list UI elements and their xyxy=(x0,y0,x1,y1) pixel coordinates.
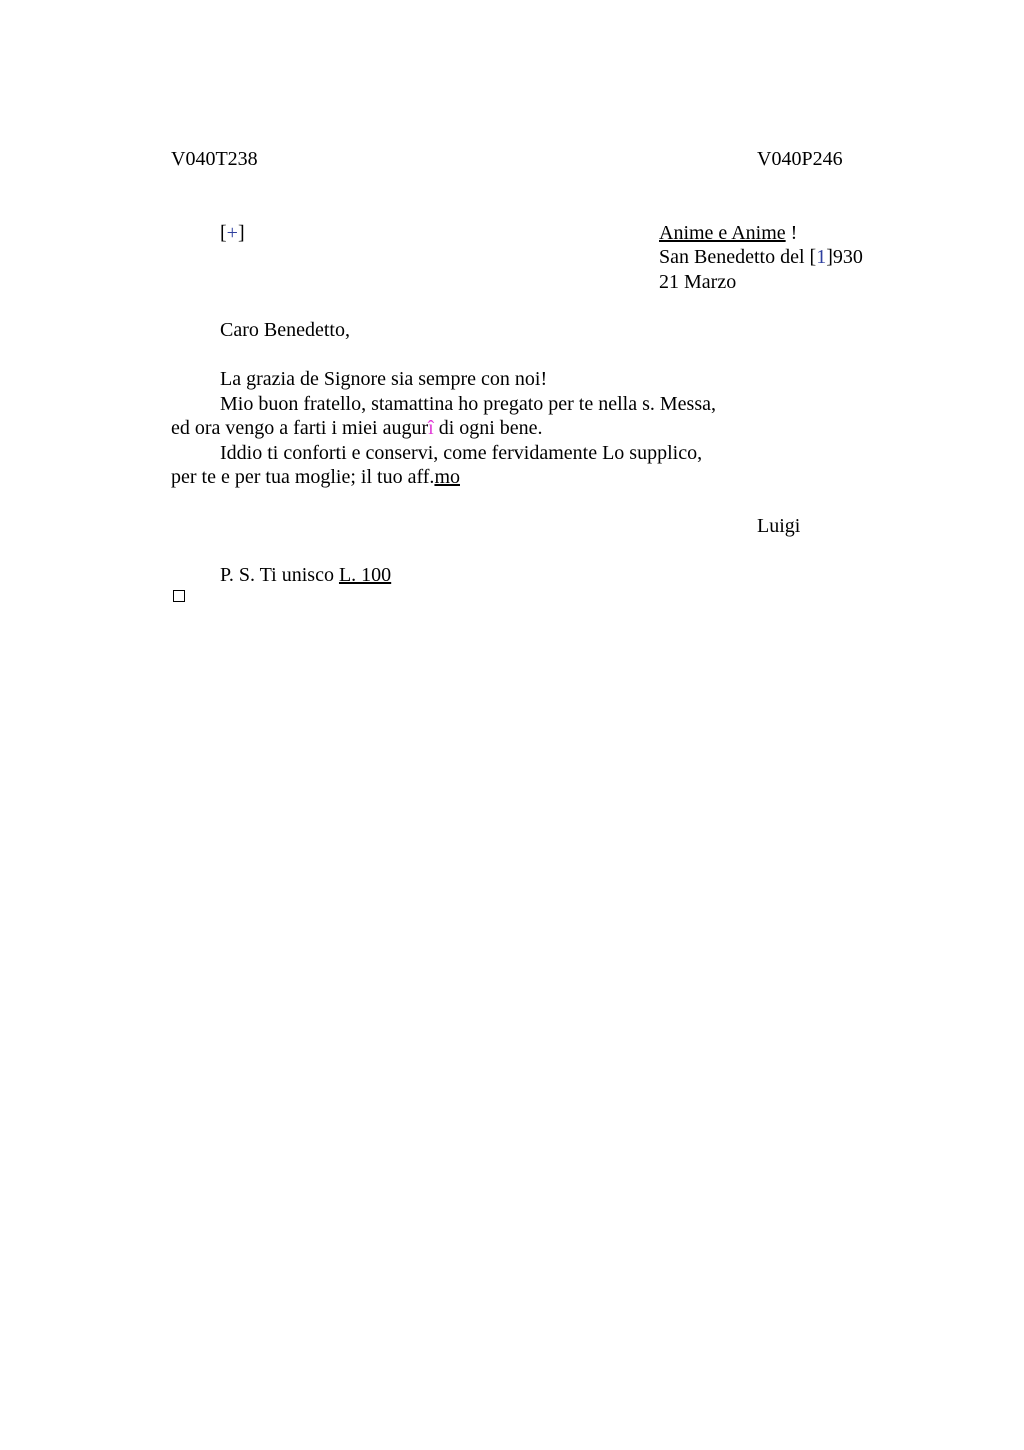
motto-exclamation: ! xyxy=(785,222,798,244)
bracket-close: ] xyxy=(826,246,833,268)
bracket-close: ] xyxy=(237,222,245,244)
document-id-left: V040T238 xyxy=(171,148,258,170)
place-name: San Benedetto del xyxy=(659,246,810,268)
body-line-3-end: di ogni bene. xyxy=(433,417,543,439)
salutation: Caro Benedetto, xyxy=(220,319,350,341)
body-line-3-start: ed ora vengo a farti i miei augur xyxy=(171,417,429,439)
abbreviation-superscript: mo xyxy=(434,466,460,488)
place-year-line xyxy=(659,245,863,269)
postscript xyxy=(220,563,391,587)
bracket-open: [ xyxy=(220,222,227,244)
signature: Luigi xyxy=(757,515,801,537)
body-line-5 xyxy=(171,465,460,489)
postscript-amount: L. 100 xyxy=(338,564,392,586)
body-line-5-start: per te e per tua moglie; il tuo aff. xyxy=(171,466,435,488)
empty-box-icon xyxy=(173,590,185,602)
body-line-2: Mio buon fratello, stamattina ho pregato per te nella s. Messa, xyxy=(220,393,716,415)
editorial-cross-mark xyxy=(220,221,245,245)
body-line-4: Iddio ti conforti e conservi, come fervidamente Lo supplico, xyxy=(220,442,703,464)
year-suffix: 930 xyxy=(832,246,863,268)
accent-mark: î xyxy=(428,417,434,439)
body-line-1: La grazia de Signore sia sempre con noi! xyxy=(220,368,548,390)
motto-line xyxy=(659,221,797,245)
year-restored-digit: 1 xyxy=(816,246,827,268)
date-line: 21 Marzo xyxy=(659,271,737,293)
document-id-right: V040P246 xyxy=(757,148,843,170)
cross-symbol: + xyxy=(226,222,238,244)
postscript-text: P. S. Ti unisco xyxy=(220,564,339,586)
body-line-3 xyxy=(171,416,543,440)
bracket-open: [ xyxy=(809,246,817,268)
motto: Anime e Anime xyxy=(659,222,786,244)
